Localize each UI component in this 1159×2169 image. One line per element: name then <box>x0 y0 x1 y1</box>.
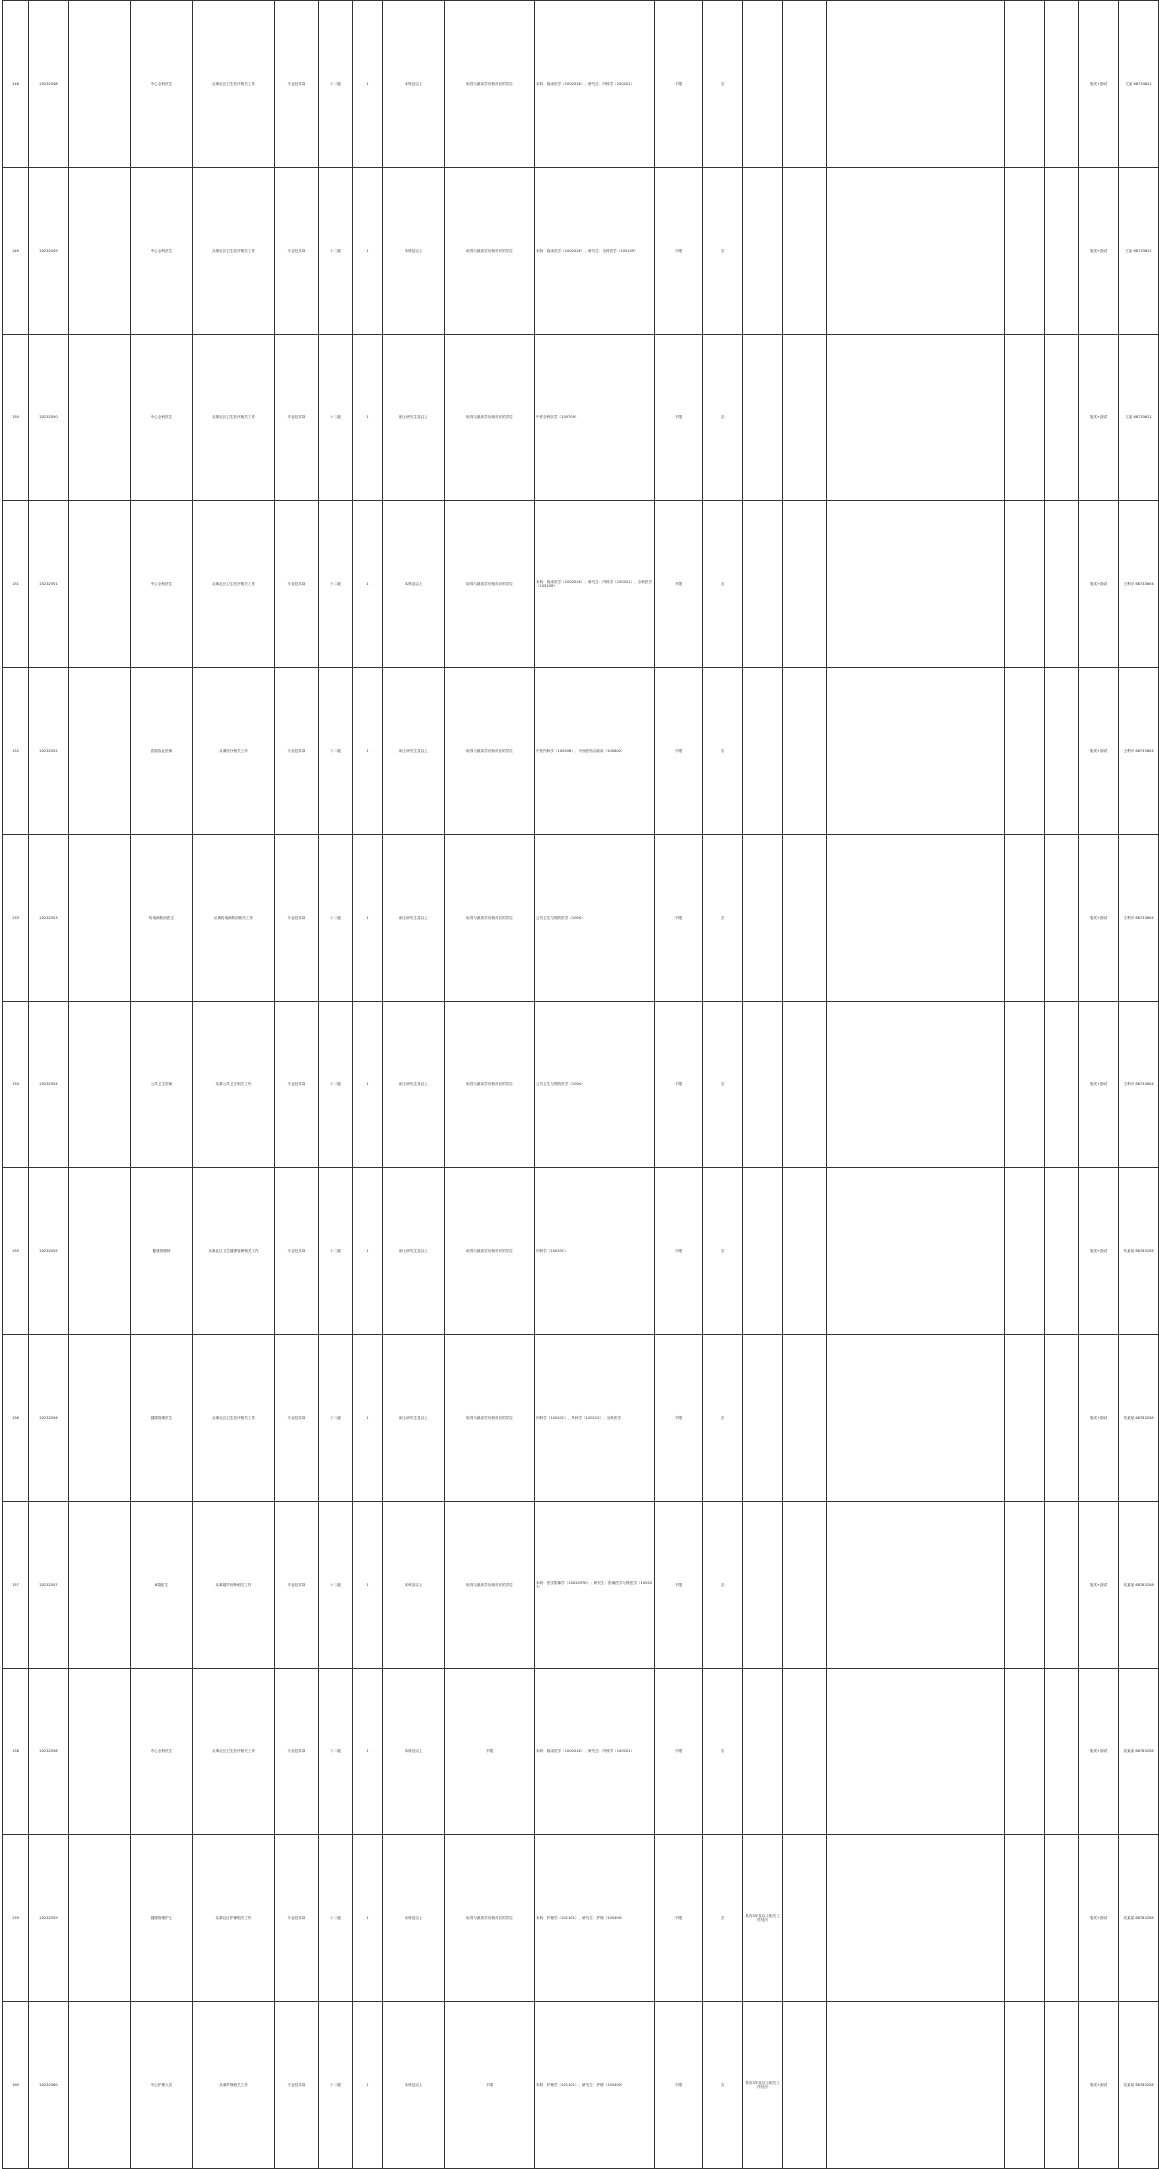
table-row <box>3 1168 1159 1335</box>
degree-cell: 不限 <box>445 1668 535 1835</box>
exam-type-cell: 笔试+面试 <box>1079 1001 1119 1168</box>
recruit-target-cell <box>1005 167 1045 334</box>
exam-type-cell: 笔试+面试 <box>1079 1 1119 168</box>
exam-cell: 否 <box>703 167 743 334</box>
major-cell: 内科学（100201） <box>535 1168 655 1335</box>
post-type-cell: 专业技术岗 <box>275 834 319 1001</box>
contact-cell: 吴某某 68783258 <box>1119 1835 1159 2002</box>
headcount-cell: 1 <box>353 2002 383 2169</box>
headcount-cell: 1 <box>353 1 383 168</box>
headcount-cell: 1 <box>353 1668 383 1835</box>
education-cell: 本科及以上 <box>383 1 445 168</box>
post-code-cell: 20232552 <box>29 668 69 835</box>
other-cell <box>743 668 783 835</box>
post-type-cell: 专业技术岗 <box>275 1501 319 1668</box>
major-cell: 中医内科学（100506）、中西医结合临床（100602） <box>535 668 655 835</box>
education-cell: 本科及以上 <box>383 2002 445 2169</box>
post-level-cell: 十二级 <box>319 1 353 168</box>
table-row <box>3 1668 1159 1835</box>
post-level-cell: 十二级 <box>319 334 353 501</box>
exam-type-cell: 笔试+面试 <box>1079 1835 1119 2002</box>
major-cell: 公共卫生与预防医学（1004） <box>535 834 655 1001</box>
table-row <box>3 334 1159 501</box>
political-cell: 不限 <box>655 834 703 1001</box>
education-cell: 硕士研究生及以上 <box>383 1168 445 1335</box>
table-row <box>3 1335 1159 1502</box>
seq-cell: 153 <box>3 834 29 1001</box>
ratio-cell <box>1045 2002 1079 2169</box>
degree-cell: 取得与最高学历相对应的学位 <box>445 167 535 334</box>
exam-cell: 否 <box>703 2002 743 2169</box>
post-level-cell: 十二级 <box>319 1668 353 1835</box>
requirements-cell <box>827 2002 1005 2169</box>
post-name-cell: 中心全科医生 <box>131 167 193 334</box>
major-cell: 本科：临床医学（100201K）；研究生：内科学（100201） <box>535 1668 655 1835</box>
post-desc-cell: 从事社区卫生医疗相关工作 <box>193 501 275 668</box>
headcount-cell: 1 <box>353 1168 383 1335</box>
post-name-cell: 公共卫生医师 <box>131 1001 193 1168</box>
post-code-cell: 20232556 <box>29 1335 69 1502</box>
seq-cell: 160 <box>3 2002 29 2169</box>
education-cell: 硕士研究生及以上 <box>383 334 445 501</box>
unit-cell <box>69 668 131 835</box>
source-cell <box>783 2002 827 2169</box>
unit-cell <box>69 1835 131 2002</box>
post-type-cell: 专业技术岗 <box>275 1668 319 1835</box>
ratio-cell <box>1045 1 1079 168</box>
post-desc-cell: 从事社区卫生医疗相关工作 <box>193 1668 275 1835</box>
contact-cell: 王利平 68733604 <box>1119 834 1159 1001</box>
seq-cell: 156 <box>3 1335 29 1502</box>
post-name-cell: 中心护理人员 <box>131 2002 193 2169</box>
post-name-cell: 医院执业医师 <box>131 668 193 835</box>
other-cell: 具有3年及以上相关工作经历 <box>743 1835 783 2002</box>
exam-cell: 否 <box>703 1335 743 1502</box>
requirements-cell <box>827 1 1005 168</box>
degree-cell: 取得与最高学历相对应的学位 <box>445 334 535 501</box>
post-code-cell: 20232560 <box>29 2002 69 2169</box>
exam-type-cell: 笔试+面试 <box>1079 2002 1119 2169</box>
education-cell: 本科及以上 <box>383 1668 445 1835</box>
unit-cell <box>69 334 131 501</box>
post-name-cell: 中心全科医生 <box>131 501 193 668</box>
post-level-cell: 十二级 <box>319 167 353 334</box>
ratio-cell <box>1045 1168 1079 1335</box>
ratio-cell <box>1045 1668 1079 1835</box>
exam-type-cell: 笔试+面试 <box>1079 668 1119 835</box>
post-type-cell: 专业技术岗 <box>275 1335 319 1502</box>
requirements-cell <box>827 167 1005 334</box>
recruit-target-cell <box>1005 1835 1045 2002</box>
headcount-cell: 1 <box>353 501 383 668</box>
post-level-cell: 十二级 <box>319 1335 353 1502</box>
seq-cell: 159 <box>3 1835 29 2002</box>
post-name-cell: 中心全科医生 <box>131 1668 193 1835</box>
ratio-cell <box>1045 1835 1079 2002</box>
ratio-cell <box>1045 668 1079 835</box>
post-name-cell: 传染病防治医生 <box>131 834 193 1001</box>
ratio-cell <box>1045 334 1079 501</box>
education-cell: 本科及以上 <box>383 501 445 668</box>
other-cell <box>743 167 783 334</box>
major-cell: 本科：临床医学（100201K）；研究生：全科医学（105109） <box>535 167 655 334</box>
exam-type-cell: 笔试+面试 <box>1079 1335 1119 1502</box>
exam-type-cell: 笔试+面试 <box>1079 1668 1119 1835</box>
post-desc-cell: 从事超声诊断相关工作 <box>193 1501 275 1668</box>
major-cell: 本科：临床医学（100201K）；研究生：内科学（100201）、全科医学（105109） <box>535 501 655 668</box>
unit-cell <box>69 1 131 168</box>
degree-cell: 取得与最高学历相对应的学位 <box>445 501 535 668</box>
exam-cell: 否 <box>703 1 743 168</box>
headcount-cell: 1 <box>353 334 383 501</box>
exam-cell: 否 <box>703 1501 743 1668</box>
exam-cell: 否 <box>703 334 743 501</box>
headcount-cell: 1 <box>353 1835 383 2002</box>
education-cell: 硕士研究生及以上 <box>383 668 445 835</box>
post-level-cell: 十二级 <box>319 668 353 835</box>
source-cell <box>783 834 827 1001</box>
post-type-cell: 专业技术岗 <box>275 1835 319 2002</box>
post-desc-cell: 从事社区卫生健康管理相关工作 <box>193 1168 275 1335</box>
source-cell <box>783 1835 827 2002</box>
degree-cell: 不限 <box>445 2002 535 2169</box>
seq-cell: 158 <box>3 1668 29 1835</box>
contact-cell: 王某 68733621 <box>1119 334 1159 501</box>
seq-cell: 152 <box>3 668 29 835</box>
exam-type-cell: 笔试+面试 <box>1079 1168 1119 1335</box>
other-cell <box>743 1001 783 1168</box>
recruit-target-cell <box>1005 668 1045 835</box>
post-code-cell: 20232549 <box>29 167 69 334</box>
post-name-cell: 中心全科医生 <box>131 334 193 501</box>
other-cell <box>743 1335 783 1502</box>
headcount-cell: 1 <box>353 1335 383 1502</box>
recruit-target-cell <box>1005 1335 1045 1502</box>
post-type-cell: 专业技术岗 <box>275 501 319 668</box>
recruit-target-cell <box>1005 2002 1045 2169</box>
post-type-cell: 专业技术岗 <box>275 668 319 835</box>
requirements-cell <box>827 1335 1005 1502</box>
contact-cell: 吴某某 68783258 <box>1119 2002 1159 2169</box>
unit-cell <box>69 501 131 668</box>
post-desc-cell: 从事社区护理相关工作 <box>193 1835 275 2002</box>
recruit-target-cell <box>1005 1501 1045 1668</box>
table-row <box>3 668 1159 835</box>
requirements-cell <box>827 334 1005 501</box>
major-cell: 本科：护理学（101101）；研究生：护理（105400） <box>535 1835 655 2002</box>
exam-type-cell: 笔试+面试 <box>1079 1501 1119 1668</box>
education-cell: 硕士研究生及以上 <box>383 834 445 1001</box>
education-cell: 本科及以上 <box>383 1835 445 2002</box>
post-type-cell: 专业技术岗 <box>275 1168 319 1335</box>
post-level-cell: 十二级 <box>319 1001 353 1168</box>
table-body <box>3 1 1159 2169</box>
table-row <box>3 1 1159 168</box>
major-cell: 本科：护理学（101101）；研究生：护理（105400） <box>535 2002 655 2169</box>
post-name-cell: 健康管理师 <box>131 1168 193 1335</box>
exam-type-cell: 笔试+面试 <box>1079 167 1119 334</box>
contact-cell: 王利平 68733604 <box>1119 668 1159 835</box>
exam-cell: 否 <box>703 501 743 668</box>
source-cell <box>783 1 827 168</box>
ratio-cell <box>1045 1501 1079 1668</box>
post-name-cell: B超医生 <box>131 1501 193 1668</box>
political-cell: 不限 <box>655 501 703 668</box>
table-row <box>3 2002 1159 2169</box>
table-row <box>3 1001 1159 1168</box>
exam-cell: 否 <box>703 1168 743 1335</box>
source-cell <box>783 668 827 835</box>
post-type-cell: 专业技术岗 <box>275 1 319 168</box>
post-type-cell: 专业技术岗 <box>275 2002 319 2169</box>
requirements-cell <box>827 1501 1005 1668</box>
seq-cell: 155 <box>3 1168 29 1335</box>
seq-cell: 151 <box>3 501 29 668</box>
source-cell <box>783 501 827 668</box>
headcount-cell: 1 <box>353 1001 383 1168</box>
post-desc-cell: 从事社区卫生医疗相关工作 <box>193 334 275 501</box>
post-code-cell: 20232554 <box>29 1001 69 1168</box>
other-cell <box>743 1501 783 1668</box>
post-desc-cell: 从事护理相关工作 <box>193 2002 275 2169</box>
other-cell: 具有3年及以上相关工作经历 <box>743 2002 783 2169</box>
post-desc-cell: 从事公共卫生相关工作 <box>193 1001 275 1168</box>
post-code-cell: 20232550 <box>29 334 69 501</box>
source-cell <box>783 167 827 334</box>
post-level-cell: 十二级 <box>319 2002 353 2169</box>
contact-cell: 朱某某 68783258 <box>1119 1168 1159 1335</box>
table-row <box>3 1835 1159 2002</box>
other-cell <box>743 1 783 168</box>
table-row <box>3 1501 1159 1668</box>
contact-cell: 吴某某 68783258 <box>1119 1668 1159 1835</box>
seq-cell: 150 <box>3 334 29 501</box>
contact-cell: 王某 68733621 <box>1119 1 1159 168</box>
post-level-cell: 十二级 <box>319 1501 353 1668</box>
recruit-target-cell <box>1005 1001 1045 1168</box>
post-code-cell: 20232558 <box>29 1668 69 1835</box>
degree-cell: 取得与最高学历相对应的学位 <box>445 1835 535 2002</box>
seq-cell: 149 <box>3 167 29 334</box>
political-cell: 不限 <box>655 2002 703 2169</box>
exam-type-cell: 笔试+面试 <box>1079 834 1119 1001</box>
post-desc-cell: 从事传染病防治相关工作 <box>193 834 275 1001</box>
political-cell: 不限 <box>655 1501 703 1668</box>
source-cell <box>783 1335 827 1502</box>
recruit-target-cell <box>1005 834 1045 1001</box>
post-level-cell: 十二级 <box>319 834 353 1001</box>
political-cell: 不限 <box>655 167 703 334</box>
post-code-cell: 20232551 <box>29 501 69 668</box>
source-cell <box>783 1168 827 1335</box>
requirements-cell <box>827 1001 1005 1168</box>
source-cell <box>783 1001 827 1168</box>
headcount-cell: 1 <box>353 668 383 835</box>
contact-cell: 朱某某 68783258 <box>1119 1335 1159 1502</box>
unit-cell <box>69 1168 131 1335</box>
ratio-cell <box>1045 167 1079 334</box>
unit-cell <box>69 1501 131 1668</box>
post-level-cell: 十二级 <box>319 1835 353 2002</box>
other-cell <box>743 334 783 501</box>
unit-cell <box>69 834 131 1001</box>
political-cell: 不限 <box>655 1001 703 1168</box>
education-cell: 硕士研究生及以上 <box>383 1335 445 1502</box>
post-desc-cell: 从事社区卫生医疗相关工作 <box>193 1 275 168</box>
requirements-cell <box>827 1168 1005 1335</box>
political-cell: 不限 <box>655 668 703 835</box>
contact-cell: 王利平 68733604 <box>1119 1001 1159 1168</box>
major-cell: 中医全科医学（105709） <box>535 334 655 501</box>
recruitment-table <box>2 0 1159 2169</box>
exam-cell: 否 <box>703 1001 743 1168</box>
exam-cell: 否 <box>703 1668 743 1835</box>
exam-cell: 否 <box>703 1835 743 2002</box>
unit-cell <box>69 2002 131 2169</box>
other-cell <box>743 1168 783 1335</box>
political-cell: 不限 <box>655 334 703 501</box>
major-cell: 内科学（100201）、外科学（100210）、全科医学 <box>535 1335 655 1502</box>
degree-cell: 取得与最高学历相对应的学位 <box>445 668 535 835</box>
major-cell: 公共卫生与预防医学（1004） <box>535 1001 655 1168</box>
major-cell: 本科：医学影像学（100203TK）；研究生：影像医学与核医学（100207） <box>535 1501 655 1668</box>
contact-cell: 王某 68733621 <box>1119 167 1159 334</box>
post-type-cell: 专业技术岗 <box>275 334 319 501</box>
headcount-cell: 1 <box>353 167 383 334</box>
table-row <box>3 834 1159 1001</box>
source-cell <box>783 1668 827 1835</box>
requirements-cell <box>827 1668 1005 1835</box>
post-type-cell: 专业技术岗 <box>275 167 319 334</box>
other-cell <box>743 501 783 668</box>
post-desc-cell: 从事医疗相关工作 <box>193 668 275 835</box>
post-name-cell: 中心全科医生 <box>131 1 193 168</box>
post-desc-cell: 从事社区卫生医疗相关工作 <box>193 167 275 334</box>
unit-cell <box>69 1001 131 1168</box>
degree-cell: 取得与最高学历相对应的学位 <box>445 1501 535 1668</box>
table-row <box>3 167 1159 334</box>
seq-cell: 154 <box>3 1001 29 1168</box>
requirements-cell <box>827 834 1005 1001</box>
political-cell: 不限 <box>655 1835 703 2002</box>
other-cell <box>743 834 783 1001</box>
table-row <box>3 501 1159 668</box>
political-cell: 不限 <box>655 1335 703 1502</box>
education-cell: 本科及以上 <box>383 167 445 334</box>
major-cell: 本科：临床医学（100201K）；研究生：内科学（100201） <box>535 1 655 168</box>
post-code-cell: 20232548 <box>29 1 69 168</box>
post-level-cell: 十二级 <box>319 1168 353 1335</box>
other-cell <box>743 1668 783 1835</box>
unit-cell <box>69 1668 131 1835</box>
seq-cell: 157 <box>3 1501 29 1668</box>
political-cell: 不限 <box>655 1 703 168</box>
political-cell: 不限 <box>655 1668 703 1835</box>
recruit-target-cell <box>1005 334 1045 501</box>
degree-cell: 取得与最高学历相对应的学位 <box>445 1335 535 1502</box>
ratio-cell <box>1045 501 1079 668</box>
contact-cell: 王利平 68733604 <box>1119 501 1159 668</box>
post-name-cell: 健康管理医生 <box>131 1335 193 1502</box>
exam-cell: 否 <box>703 834 743 1001</box>
exam-cell: 否 <box>703 668 743 835</box>
seq-cell: 148 <box>3 1 29 168</box>
unit-cell <box>69 167 131 334</box>
recruit-target-cell <box>1005 1168 1045 1335</box>
post-type-cell: 专业技术岗 <box>275 1001 319 1168</box>
source-cell <box>783 334 827 501</box>
requirements-cell <box>827 668 1005 835</box>
exam-type-cell: 笔试+面试 <box>1079 501 1119 668</box>
requirements-cell <box>827 1835 1005 2002</box>
unit-cell <box>69 1335 131 1502</box>
headcount-cell: 1 <box>353 834 383 1001</box>
ratio-cell <box>1045 1335 1079 1502</box>
degree-cell: 取得与最高学历相对应的学位 <box>445 834 535 1001</box>
education-cell: 硕士研究生及以上 <box>383 1001 445 1168</box>
post-code-cell: 20232553 <box>29 834 69 1001</box>
education-cell: 本科及以上 <box>383 1501 445 1668</box>
degree-cell: 取得与最高学历相对应的学位 <box>445 1001 535 1168</box>
ratio-cell <box>1045 1001 1079 1168</box>
post-name-cell: 健康管理护士 <box>131 1835 193 2002</box>
recruit-target-cell <box>1005 1 1045 168</box>
ratio-cell <box>1045 834 1079 1001</box>
degree-cell: 取得与最高学历相对应的学位 <box>445 1 535 168</box>
recruit-target-cell <box>1005 1668 1045 1835</box>
requirements-cell <box>827 501 1005 668</box>
post-code-cell: 20232557 <box>29 1501 69 1668</box>
headcount-cell: 1 <box>353 1501 383 1668</box>
political-cell: 不限 <box>655 1168 703 1335</box>
exam-type-cell: 笔试+面试 <box>1079 334 1119 501</box>
degree-cell: 取得与最高学历相对应的学位 <box>445 1168 535 1335</box>
post-level-cell: 十二级 <box>319 501 353 668</box>
source-cell <box>783 1501 827 1668</box>
post-code-cell: 20232555 <box>29 1168 69 1335</box>
recruit-target-cell <box>1005 501 1045 668</box>
post-code-cell: 20232559 <box>29 1835 69 2002</box>
post-desc-cell: 从事社区卫生医疗相关工作 <box>193 1335 275 1502</box>
contact-cell: 吴某某 68783258 <box>1119 1501 1159 1668</box>
